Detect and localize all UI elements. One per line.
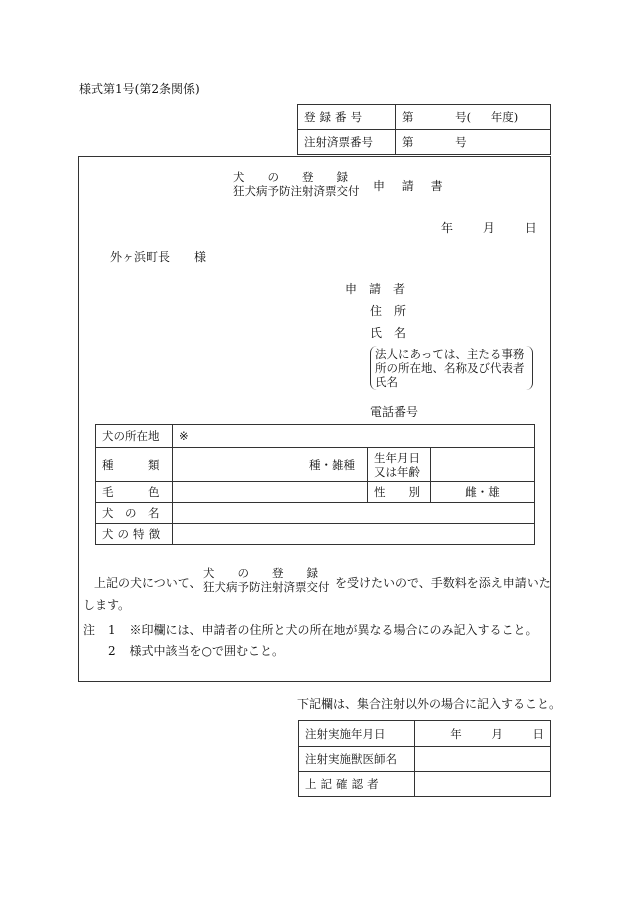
notes-label: 注 xyxy=(83,623,96,637)
form-label: 様式第1号(第2条関係) xyxy=(79,82,200,96)
dog-sex-field[interactable]: 雌・雄 xyxy=(431,482,535,503)
dog-breed-label: 種 類 xyxy=(96,448,173,482)
dog-location-label: 犬の所在地 xyxy=(96,425,173,448)
applicant-heading: 申 請 者 xyxy=(345,282,406,296)
injection-record-table xyxy=(298,720,551,797)
confirmer-label: 上記確認者 xyxy=(299,772,415,797)
applicant-phone-label: 電話番号 xyxy=(370,405,419,419)
vet-name-field[interactable] xyxy=(415,747,551,772)
dog-coat-field[interactable] xyxy=(173,482,368,503)
statement-prefix: 上記の犬について、 xyxy=(94,576,202,590)
dog-birth-label: 生年月日 又は年齢 xyxy=(368,448,431,482)
dog-location-field[interactable] xyxy=(173,425,535,448)
note-item-2: 2 様式中該当を○で囲むこと。 xyxy=(108,644,284,658)
dog-breed-field[interactable]: 種・雑種 xyxy=(173,448,368,482)
dog-feature-label: 犬の特徴 xyxy=(96,524,173,545)
registration-number-table xyxy=(297,104,551,155)
dog-name-field[interactable] xyxy=(173,503,535,524)
dog-sex-label: 性 別 xyxy=(368,482,431,503)
dog-birth-field[interactable] xyxy=(431,448,535,482)
registration-number-label: 登録番号 xyxy=(298,105,396,130)
statement-stack: 犬 の 登 録 狂犬病予防注射済票交付 xyxy=(203,566,330,594)
dog-name-label: 犬 の 名 xyxy=(96,503,173,524)
bottom-caption: 下記欄は、集合注射以外の場合に記入すること。 xyxy=(297,697,562,711)
dog-coat-label: 毛 色 xyxy=(96,482,173,503)
form-title-stack xyxy=(233,170,360,198)
corporation-note: 法人にあっては、主たる事務所の所在地、名称及び代表者氏名 xyxy=(370,346,533,390)
asterisk-mark: ※ xyxy=(179,429,189,443)
title-suffix: 申 請 書 xyxy=(373,179,446,193)
addressee: 外ヶ浜町長 様 xyxy=(110,250,207,264)
confirmer-field[interactable] xyxy=(415,772,551,797)
injection-date-label: 注射実施年月日 xyxy=(299,721,415,747)
statement-line2: します。 xyxy=(83,598,131,612)
application-date[interactable]: 年 月 日 xyxy=(441,221,537,235)
applicant-name-label: 氏 名 xyxy=(370,326,407,340)
dog-feature-field[interactable] xyxy=(173,524,535,545)
tag-number-label: 注射済票番号 xyxy=(298,130,396,155)
registration-number-value[interactable]: 第 号( 年度) xyxy=(396,105,551,130)
statement-suffix: を受けたいので、手数料を添え申請いた xyxy=(335,576,551,590)
title-line-registration: 犬 の 登 録 xyxy=(233,170,348,184)
dog-info-table xyxy=(95,424,535,545)
note-item-1: 1 ※印欄には、申請者の住所と犬の所在地が異なる場合にのみ記入すること。 xyxy=(108,623,538,637)
vet-name-label: 注射実施獣医師名 xyxy=(299,747,415,772)
title-line-tag: 狂犬病予防注射済票交付 xyxy=(233,184,360,198)
injection-date-field[interactable]: 年 月 日 xyxy=(415,721,551,747)
tag-number-value[interactable]: 第 号 xyxy=(396,130,551,155)
applicant-address-label: 住 所 xyxy=(370,304,407,318)
